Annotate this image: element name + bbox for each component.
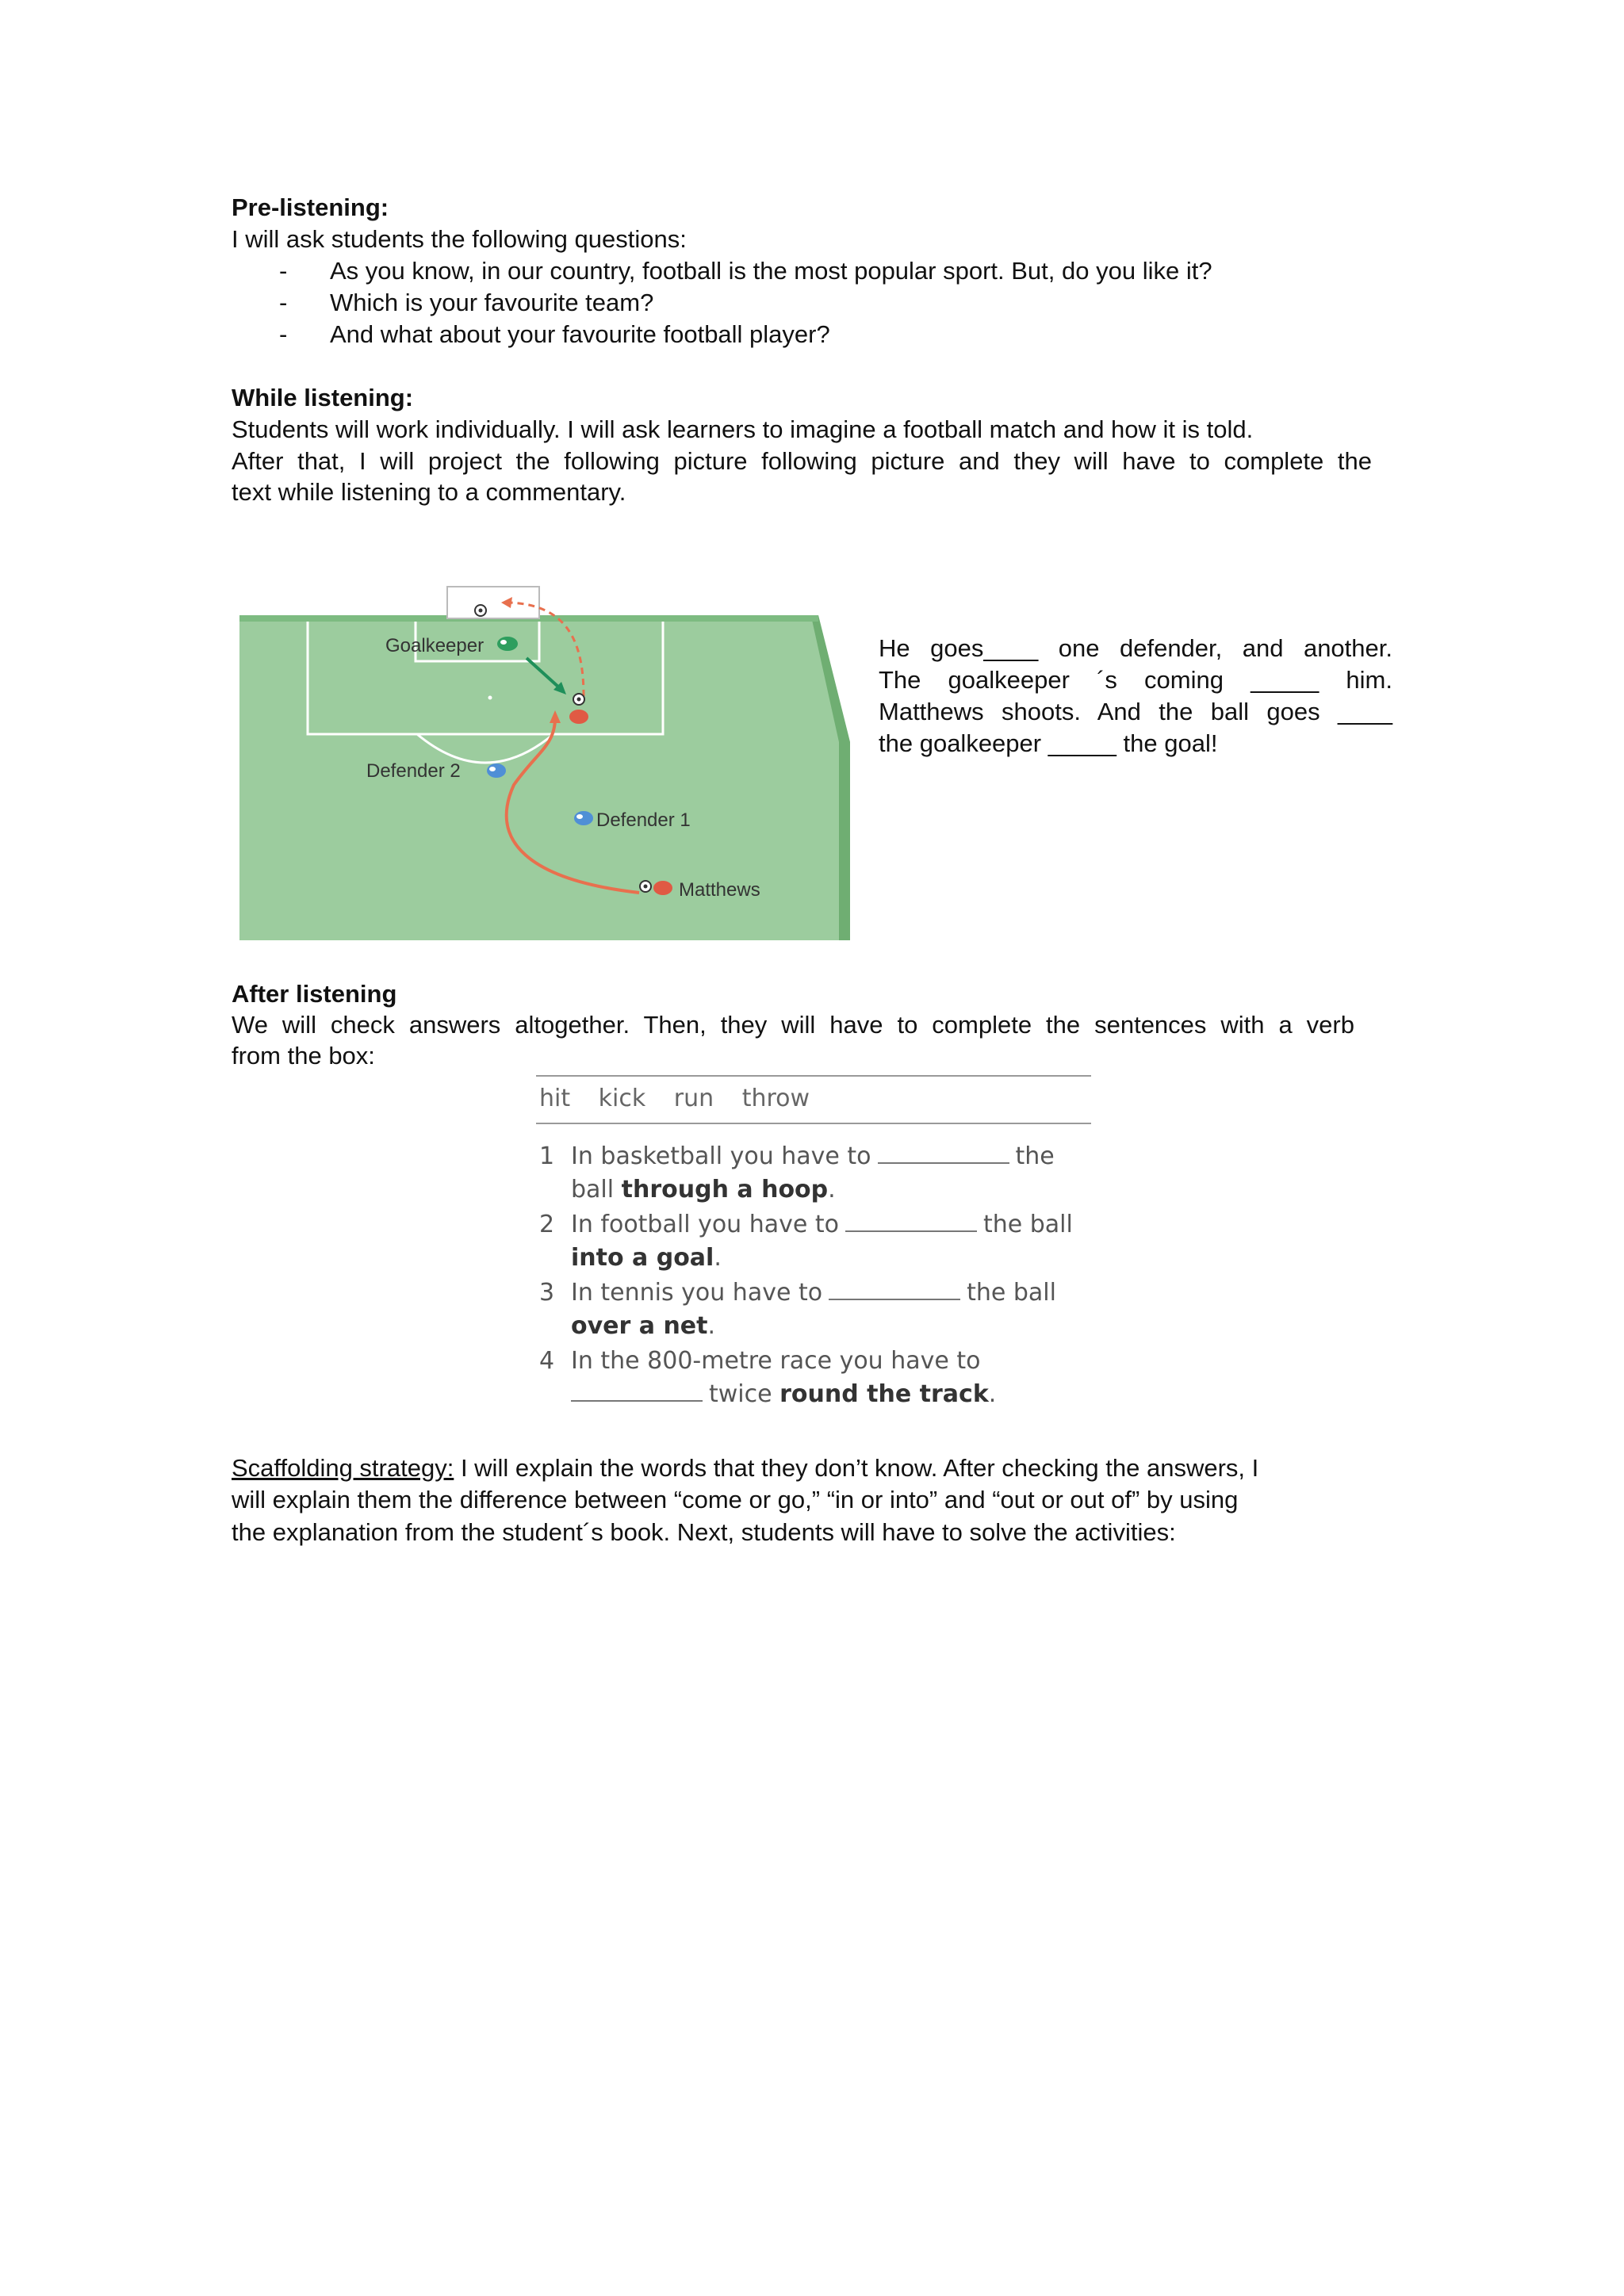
goalkeeper-marker-icon — [497, 637, 518, 651]
exercise-item-text: the — [1015, 1142, 1055, 1170]
exercise-item-bold-text: round the track — [779, 1380, 989, 1408]
ball-start-icon — [640, 881, 651, 892]
while-listening-line-3: text while listening to a commentary. — [232, 478, 626, 506]
exercise-item-bold-text: through a hoop — [621, 1176, 829, 1203]
exercise-item-text: ball — [571, 1176, 615, 1203]
matthews-marker-near-goal-icon — [569, 710, 588, 724]
goal-frame — [447, 587, 539, 618]
scaffolding-line-1 — [232, 1452, 1373, 1483]
word-box-bottom-rule — [536, 1123, 1091, 1124]
exercise-item — [536, 1276, 1091, 1343]
commentary-gap-fill — [879, 633, 1392, 760]
exercise-item — [536, 1208, 1091, 1275]
pre-listening-heading: Pre-listening: — [232, 193, 389, 221]
answer-blank[interactable] — [878, 1143, 1009, 1164]
while-listening-line-2: After that, I will project the following picture following picture and they will have to complete the — [232, 447, 1372, 475]
exercise-item-text: In football you have to — [571, 1211, 839, 1238]
scaffolding-line-2: will explain them the difference between “come or go,” “in or into” and “out or out of” by using — [232, 1486, 1239, 1513]
word-box-item: kick — [598, 1085, 646, 1112]
football-pitch-figure — [235, 579, 853, 943]
scaffolding-text: I will explain the words that they don’t know. After checking the answers, I — [454, 1454, 1259, 1482]
word-box-item: throw — [741, 1085, 810, 1112]
defender2-marker-icon — [487, 763, 506, 778]
exercise-item-text: In tennis you have to — [571, 1279, 823, 1307]
exercise-item-text: . — [988, 1380, 997, 1408]
pre-listening-intro: I will ask students the following questions: — [232, 225, 687, 253]
question-1: As you know, in our country, football is the most popular sport. But, do you like it? — [330, 257, 1212, 285]
exercise-item-text: . — [707, 1312, 716, 1340]
commentary-line-1: He goes____ one defender, and another. — [879, 634, 1392, 662]
goalkeeper-label: Goalkeeper — [385, 635, 485, 656]
exercise-item-text: In the 800-metre race you have to — [571, 1347, 981, 1375]
bullet-dash: - — [279, 320, 288, 348]
scaffolding-label: Scaffolding strategy: — [232, 1454, 454, 1482]
answer-blank[interactable] — [829, 1280, 960, 1300]
while-listening-line-1: Students will work individually. I will ask learners to imagine a football match and how it is told. — [232, 415, 1254, 443]
after-listening-line-2: from the box: — [232, 1042, 375, 1070]
exercise-item-bold-text: into a goal — [571, 1244, 714, 1272]
exercise-item-text: twice — [709, 1380, 772, 1408]
penalty-spot — [488, 696, 492, 700]
defender2-label: Defender 2 — [366, 760, 461, 782]
exercise-item-text: In basketball you have to — [571, 1142, 871, 1170]
word-box-top-rule — [536, 1075, 1091, 1077]
defender1-marker-icon — [574, 811, 593, 825]
matthews-marker-icon — [653, 881, 672, 895]
question-3: And what about your favourite football player? — [330, 320, 830, 348]
exercise-item-number: 1 — [539, 1142, 555, 1170]
commentary-line-4: the goalkeeper _____ the goal! — [879, 729, 1218, 757]
question-2: Which is your favourite team? — [330, 289, 654, 316]
exercise-item-number: 4 — [539, 1347, 555, 1375]
ball-in-goal-icon — [475, 605, 486, 616]
exercise-item-text: . — [714, 1244, 722, 1272]
word-box-item: hit — [539, 1085, 571, 1112]
bullet-dash: - — [279, 257, 288, 285]
commentary-line-2: The goalkeeper ´s coming _____ him. — [879, 666, 1392, 694]
defender1-label: Defender 1 — [596, 809, 691, 831]
answer-blank[interactable] — [845, 1211, 977, 1232]
word-box-item: run — [673, 1085, 714, 1112]
exercise-item-number: 3 — [539, 1279, 555, 1307]
matthews-label: Matthews — [679, 879, 760, 901]
exercise-item-text: . — [828, 1176, 836, 1203]
exercise-item — [536, 1345, 1091, 1411]
scaffolding-line-3: the explanation from the student´s book. Next, students will have to solve the activities: — [232, 1518, 1176, 1546]
word-box — [539, 1085, 830, 1112]
bullet-dash: - — [279, 289, 288, 316]
exercise-item-bold-text: over a net — [571, 1312, 708, 1340]
ball-near-goal-icon — [573, 694, 584, 705]
exercise-item-text: the ball — [982, 1211, 1073, 1238]
while-listening-heading: While listening: — [232, 384, 414, 411]
exercise-item — [536, 1140, 1091, 1207]
exercise-item-number: 2 — [539, 1211, 555, 1238]
answer-blank[interactable] — [571, 1381, 703, 1402]
commentary-line-3: Matthews shoots. And the ball goes ____ — [879, 698, 1392, 725]
exercise-item-text: the ball — [967, 1279, 1056, 1307]
after-listening-line-1: We will check answers altogether. Then, they will have to complete the sentences with a verb — [232, 1011, 1354, 1039]
verb-exercise-box — [536, 1069, 1091, 1418]
after-listening-heading: After listening — [232, 980, 397, 1008]
